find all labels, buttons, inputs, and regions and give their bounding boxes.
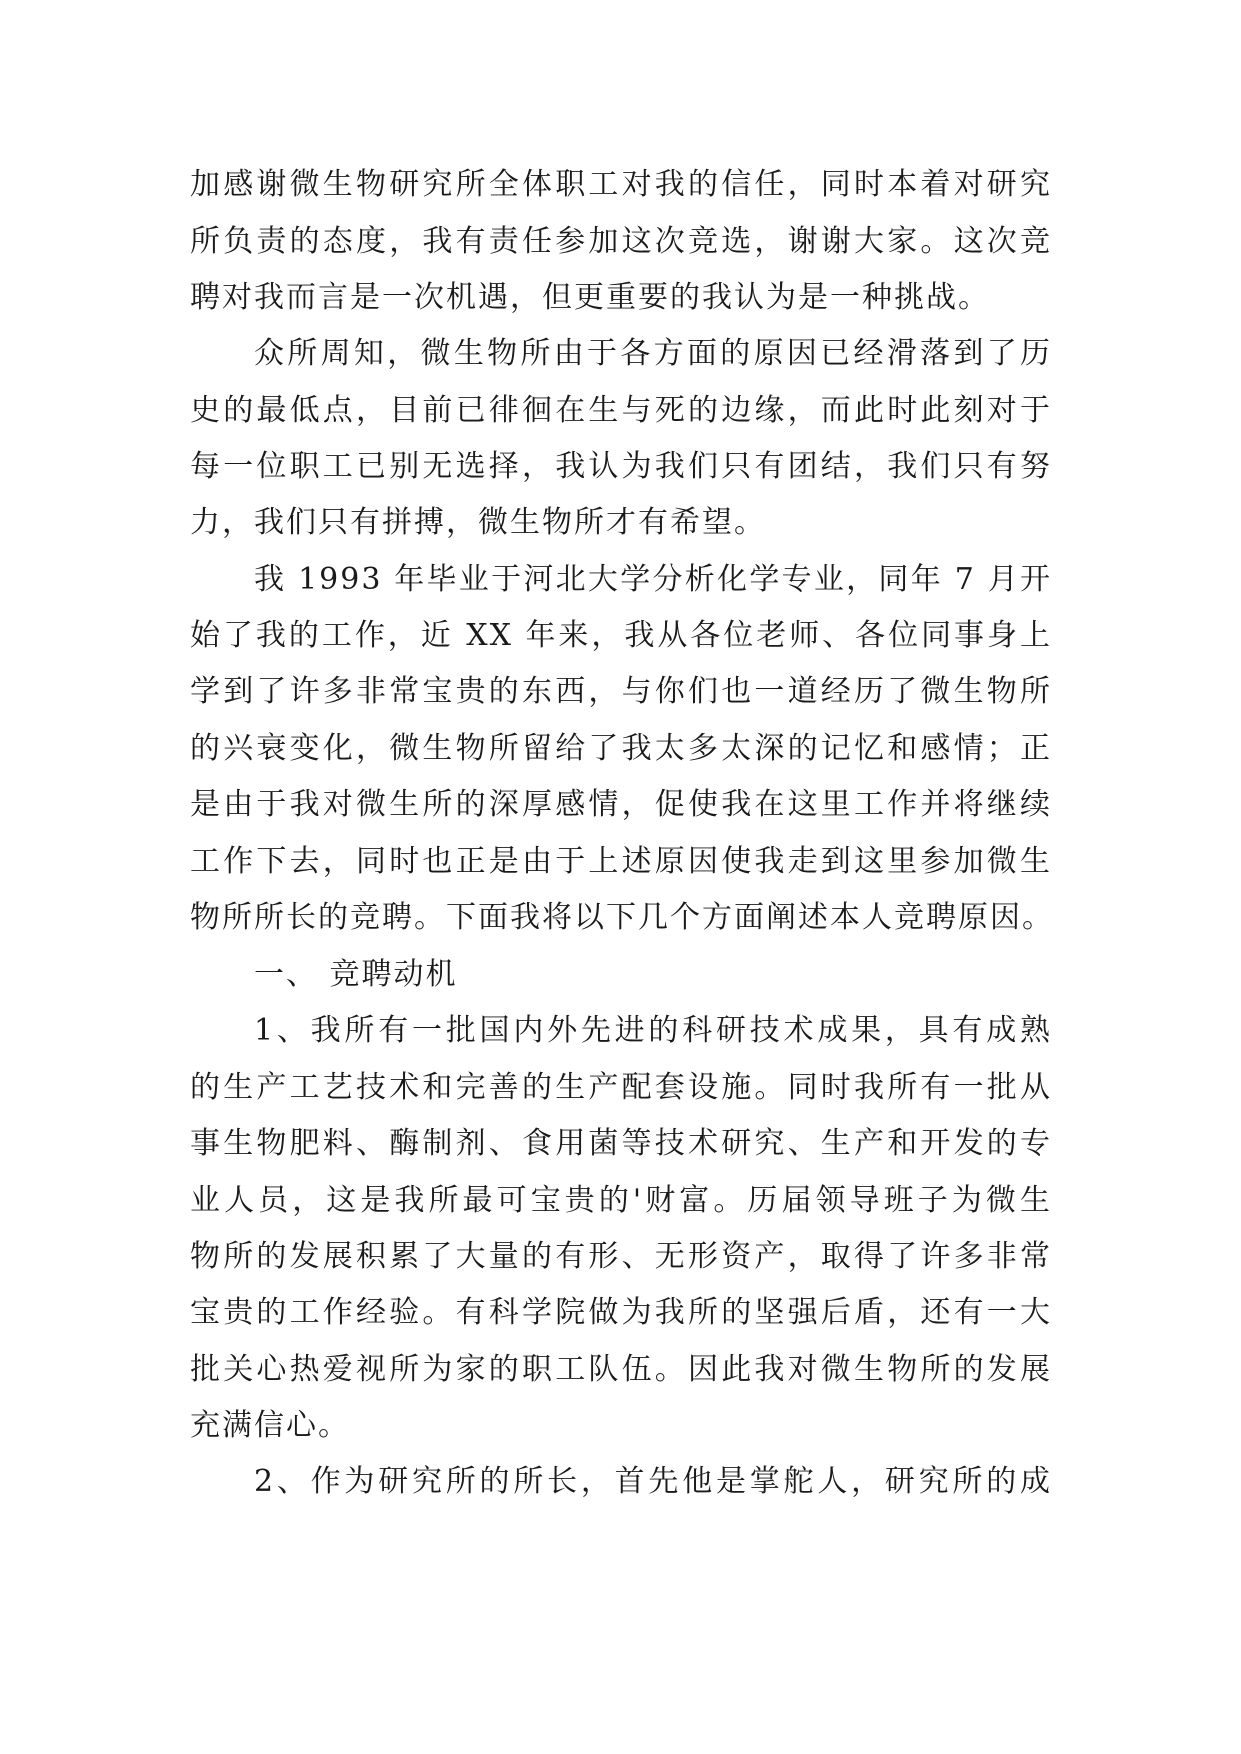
text-line: 2、作为研究所的所长，首先他是掌舵人，研究所的成 xyxy=(254,1464,1052,1499)
text-line: 史的最低点，目前已徘徊在生与死的边缘，而此时此刻对于 xyxy=(190,393,1052,428)
text-line: 充满信心。 xyxy=(190,1408,350,1443)
text-line: 工作下去，同时也正是由于上述原因使我走到这里参加微生 xyxy=(190,844,1052,879)
text-line: 每一位职工已别无选择，我认为我们只有团结，我们只有努 xyxy=(190,449,1052,484)
text-line: 我 1993 年毕业于河北大学分析化学专业，同年 7 月开 xyxy=(254,562,1052,597)
text-line: 众所周知，微生物所由于各方面的原因已经滑落到了历 xyxy=(254,336,1052,371)
text-line: 1、我所有一批国内外先进的科研技术成果，具有成熟 xyxy=(254,1013,1052,1048)
text-line: 聘对我而言是一次机遇，但更重要的我认为是一种挑战。 xyxy=(190,280,990,315)
text-line: 是由于我对微生所的深厚感情，促使我在这里工作并将继续 xyxy=(190,787,1052,822)
text-line: 宝贵的工作经验。有科学院做为我所的坚强后盾，还有一大 xyxy=(190,1295,1052,1330)
text-line: 加感谢微生物研究所全体职工对我的信任，同时本着对研究 xyxy=(190,167,1052,202)
text-line: 学到了许多非常宝贵的东西，与你们也一道经历了微生物所 xyxy=(190,674,1052,709)
text-line: 物所所长的竞聘。下面我将以下几个方面阐述本人竞聘原因。 xyxy=(190,900,1054,935)
text-line: 力，我们只有拼搏，微生物所才有希望。 xyxy=(190,505,766,540)
text-line: 业人员，这是我所最可宝贵的'财富。历届领导班子为微生 xyxy=(190,1183,1052,1218)
text-line: 始了我的工作，近 XX 年来，我从各位老师、各位同事身上 xyxy=(190,618,1052,653)
text-line: 所负责的态度，我有责任参加这次竞选，谢谢大家。这次竞 xyxy=(190,224,1052,259)
text-line: 物所的发展积累了大量的有形、无形资产，取得了许多非常 xyxy=(190,1239,1052,1274)
text-line: 一、 竞聘动机 xyxy=(254,957,458,992)
text-line: 的生产工艺技术和完善的生产配套设施。同时我所有一批从 xyxy=(190,1070,1052,1105)
text-line: 事生物肥料、酶制剂、食用菌等技术研究、生产和开发的专 xyxy=(190,1126,1052,1161)
text-line: 批关心热爱视所为家的职工队伍。因此我对微生物所的发展 xyxy=(190,1352,1052,1387)
text-line: 的兴衰变化，微生物所留给了我太多太深的记忆和感情；正 xyxy=(190,731,1052,766)
